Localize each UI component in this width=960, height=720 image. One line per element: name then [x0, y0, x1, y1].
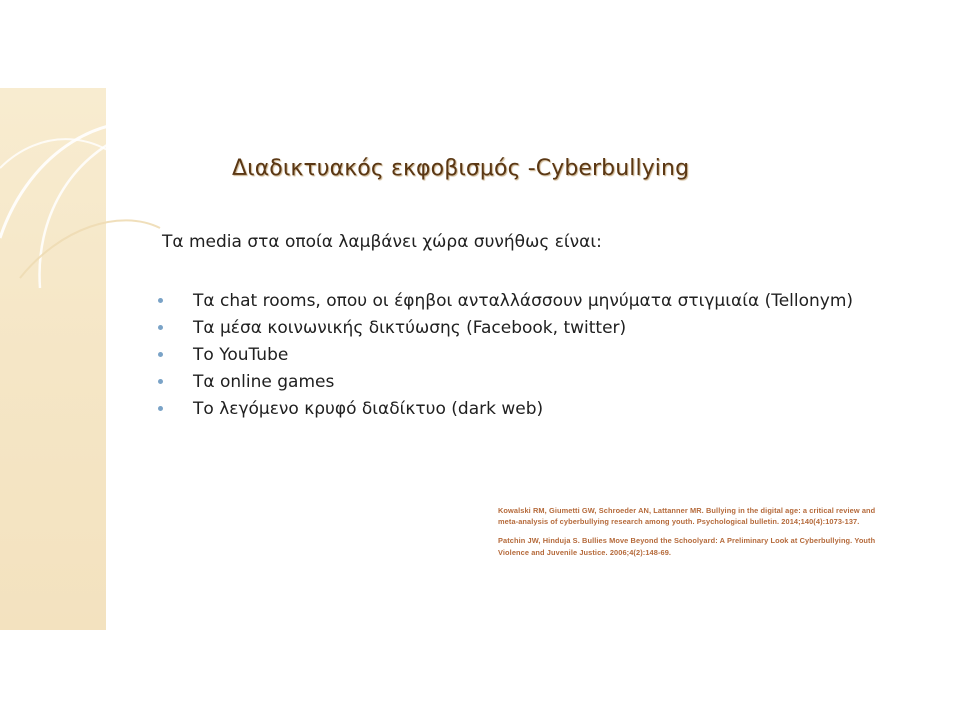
slide-title: Διαδικτυακός εκφοβισμός -Cyberbullying	[232, 156, 690, 181]
list-item-text: Το λεγόμενο κρυφό διαδίκτυο (dark web)	[193, 398, 544, 419]
bullet-icon	[158, 379, 163, 384]
reference-line: Violence and Juvenile Justice. 2006;4(2):148-69.	[498, 547, 672, 557]
list-item-text: Τα μέσα κοινωνικής δικτύωσης (Facebook, twitter)	[193, 317, 627, 338]
list-item-text: Το YouTube	[193, 344, 289, 365]
media-bullet-list	[158, 287, 853, 422]
intro-text: Τα media στα οποία λαμβάνει χώρα συνήθως είναι:	[162, 232, 602, 252]
decorative-arcs-graphic	[0, 88, 160, 288]
reference-line: Patchin JW, Hinduja S. Bullies Move Beyond the Schoolyard: A Preliminary Look at Cyberbullying. Youth	[498, 536, 876, 546]
bullet-icon	[158, 406, 163, 411]
list-item	[158, 341, 853, 368]
bullet-icon	[158, 298, 163, 303]
list-item	[158, 314, 853, 341]
references-block	[498, 505, 960, 566]
list-item-text: Τα chat rooms, οπου οι έφηβοι ανταλλάσσουν μηνύματα στιγμιαία (Tellonym)	[193, 290, 854, 311]
list-item-text: Τα online games	[193, 371, 335, 392]
bullet-icon	[158, 325, 163, 330]
list-item	[158, 368, 853, 395]
reference-line: Kowalski RM, Giumetti GW, Schroeder AN, Lattanner MR. Bullying in the digital age: a critical review and	[498, 506, 876, 515]
list-item	[158, 287, 853, 314]
reference-entry	[498, 505, 960, 527]
reference-line: meta-analysis of cyberbullying research among youth. Psychological bulletin. 2014;140(4):1073-137.	[498, 517, 860, 527]
list-item	[158, 395, 853, 422]
reference-entry	[498, 535, 960, 557]
bullet-icon	[158, 352, 163, 357]
